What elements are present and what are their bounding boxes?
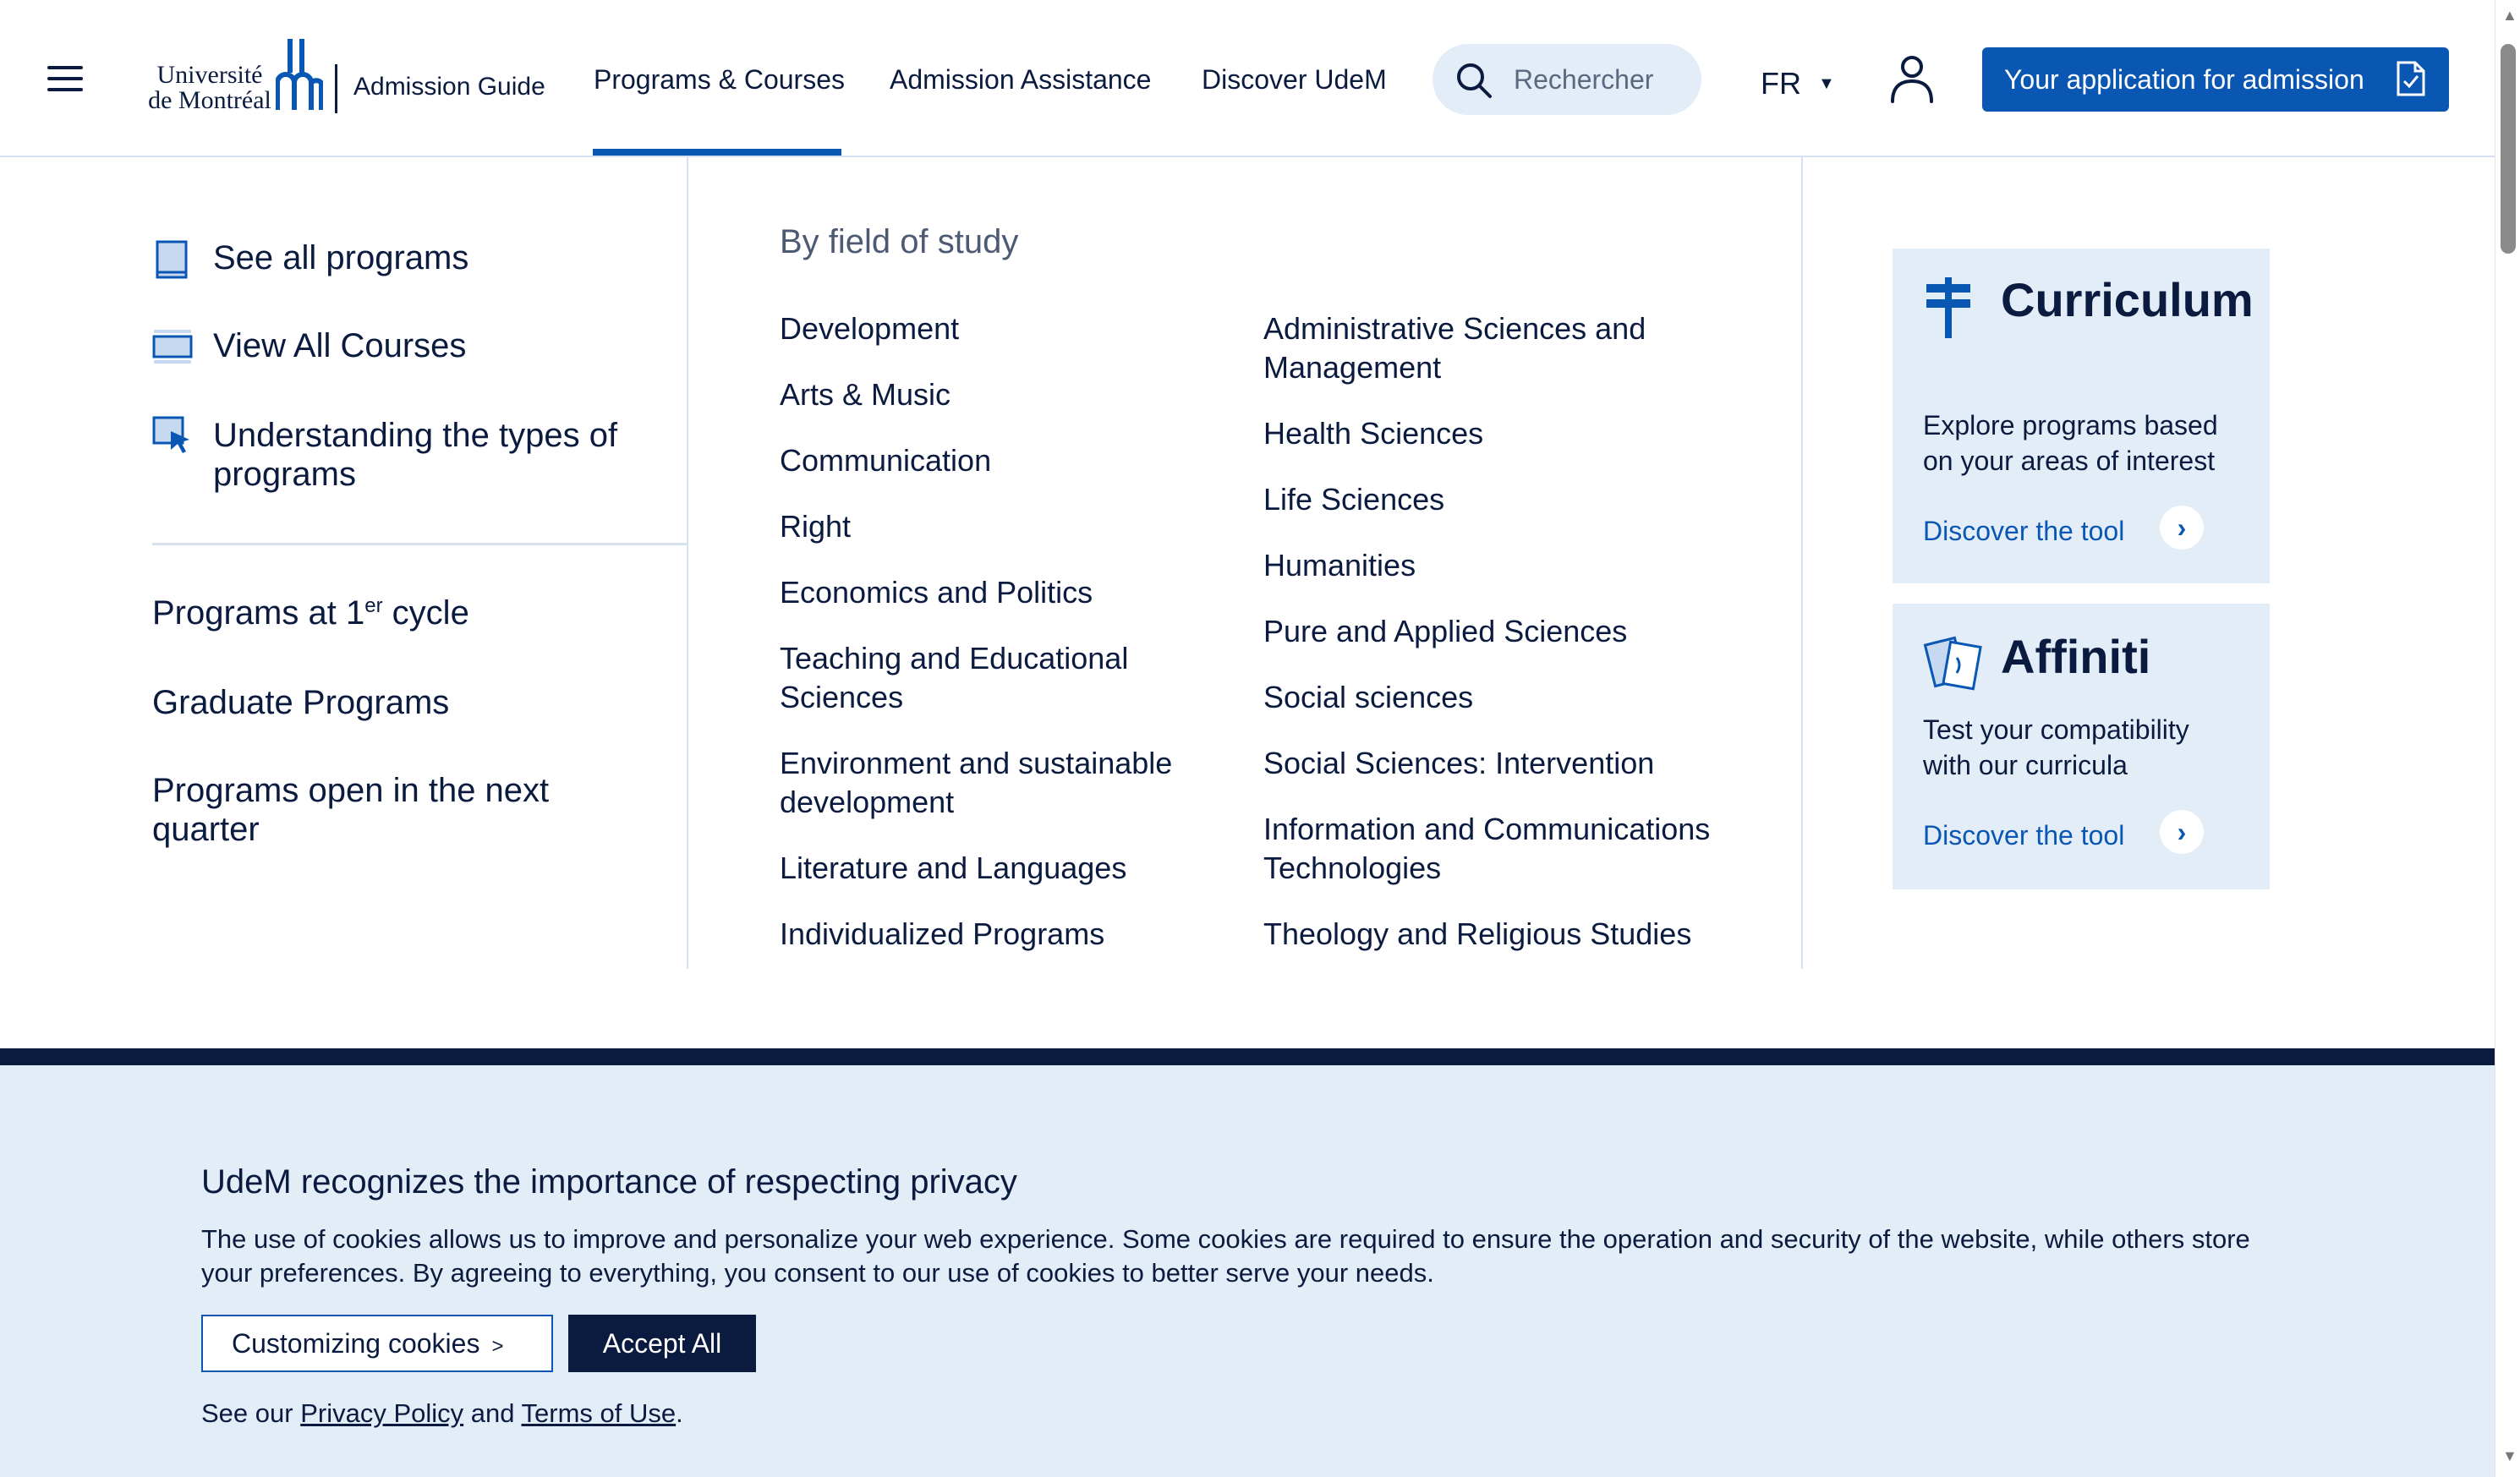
field-link[interactable]: Environment and sustainable development [780,746,1173,819]
affiniti-title: Affiniti [2001,630,2151,683]
udem-logo[interactable] [142,39,325,113]
courses-icon [152,326,193,367]
cards-icon [1923,632,1984,693]
field-link[interactable]: Right [780,509,852,544]
field-link[interactable]: Humanities [1263,548,1416,583]
curriculum-promo-card [1893,249,2270,583]
field-link[interactable]: Literature and Languages [780,851,1127,885]
field-link[interactable]: Teaching and Educational Sciences [780,641,1129,714]
graduate-programs-link[interactable]: Graduate Programs [152,684,450,721]
view-all-courses-link[interactable]: View All Courses [213,327,467,364]
cookie-description: The use of cookies allows us to improve and personalize your web experience. Some cookies are required to ensure the operation and security of the website, while others store your preferences. By agreeing to everything, you consent to our use of cookies to better serve your needs. [201,1224,2250,1288]
field-link[interactable]: Social Sciences: Intervention [1263,746,1655,780]
cookie-banner-border [0,1048,2495,1065]
search-icon[interactable] [1454,61,1493,100]
field-link[interactable]: Theology and Religious Studies [1263,916,1692,951]
field-link[interactable]: Economics and Politics [780,575,1093,610]
accept-all-button[interactable]: Accept All [568,1315,756,1372]
curriculum-discover-link[interactable]: Discover the tool [1923,516,2125,546]
application-button[interactable] [1982,47,2449,112]
logo-mark-icon [276,39,323,110]
signpost-icon [1923,277,1974,338]
logo-divider [335,64,337,113]
field-link[interactable]: Social sciences [1263,680,1474,714]
privacy-policy-link[interactable]: Privacy Policy [300,1398,464,1428]
cookie-policy-links: See our Privacy Policy and Terms of Use. [201,1398,683,1428]
chevron-right-icon[interactable]: › [2160,810,2204,854]
search-input[interactable] [1514,59,1688,100]
affiniti-promo-card [1893,604,2270,889]
field-link[interactable]: Information and Communications Technologies [1263,812,1711,885]
site-header [0,0,2495,157]
scroll-down-icon[interactable]: ▼ [2502,1447,2517,1464]
language-selector[interactable]: FR [1761,66,1801,101]
field-link[interactable]: Development [780,311,960,346]
terms-of-use-link[interactable]: Terms of Use [521,1398,677,1428]
field-link[interactable]: Life Sciences [1263,482,1445,517]
cursor-window-icon [152,414,193,455]
affiniti-description: Test your compatibility with our curricula [1923,714,2189,780]
application-button-label: Your application for admission [2004,64,2364,95]
scroll-up-icon[interactable]: ▲ [2502,7,2517,24]
chevron-right-icon: > [491,1334,504,1358]
menu-quick-links-column [0,157,688,969]
menu-hamburger-icon[interactable] [47,66,83,91]
field-of-study-heading: By field of study [780,223,1019,260]
admission-guide-link[interactable]: Admission Guide [353,73,545,101]
curriculum-title: Curriculum [2001,273,2254,326]
left-column-separator [152,543,688,545]
chevron-right-icon[interactable]: › [2160,506,2204,550]
menu-column-divider [1801,157,1803,969]
customize-cookies-button[interactable]: Customizing cookies > [201,1315,553,1372]
page-scrollbar[interactable] [2495,0,2520,1477]
first-cycle-programs-link[interactable]: Programs at 1er cycle [152,594,469,632]
nav-programs-courses[interactable]: Programs & Courses [594,64,845,95]
cookie-title: UdeM recognizes the importance of respecting privacy [201,1163,1017,1201]
curriculum-description: Explore programs based on your areas of interest [1923,410,2218,476]
field-link[interactable]: Arts & Music [780,377,951,412]
scrollbar-thumb[interactable] [2501,44,2516,254]
book-icon [152,240,193,281]
active-nav-indicator [593,149,841,156]
field-link[interactable]: Administrative Sciences and Management [1263,311,1646,385]
understanding-program-types-link[interactable]: Understanding the types of programs [213,417,618,493]
user-account-icon[interactable] [1889,54,1935,103]
field-link[interactable]: Health Sciences [1263,416,1484,451]
document-check-icon [2395,61,2427,96]
nav-discover-udem[interactable]: Discover UdeM [1202,64,1387,95]
field-link[interactable]: Individualized Programs [780,916,1105,951]
next-quarter-programs-link[interactable]: Programs open in the next quarter [152,772,550,848]
field-link[interactable]: Pure and Applied Sciences [1263,614,1628,648]
cookie-banner [0,1065,2495,1477]
field-link[interactable]: Communication [780,443,992,478]
search-box[interactable] [1433,44,1701,115]
see-all-programs-link[interactable]: See all programs [213,239,469,276]
affiniti-discover-link[interactable]: Discover the tool [1923,820,2125,851]
nav-admission-assistance[interactable]: Admission Assistance [890,64,1152,95]
programs-mega-menu [0,157,2495,1048]
logo-wordmark: Université de Montréal [148,61,271,114]
caret-down-icon[interactable]: ▼ [1818,74,1835,93]
